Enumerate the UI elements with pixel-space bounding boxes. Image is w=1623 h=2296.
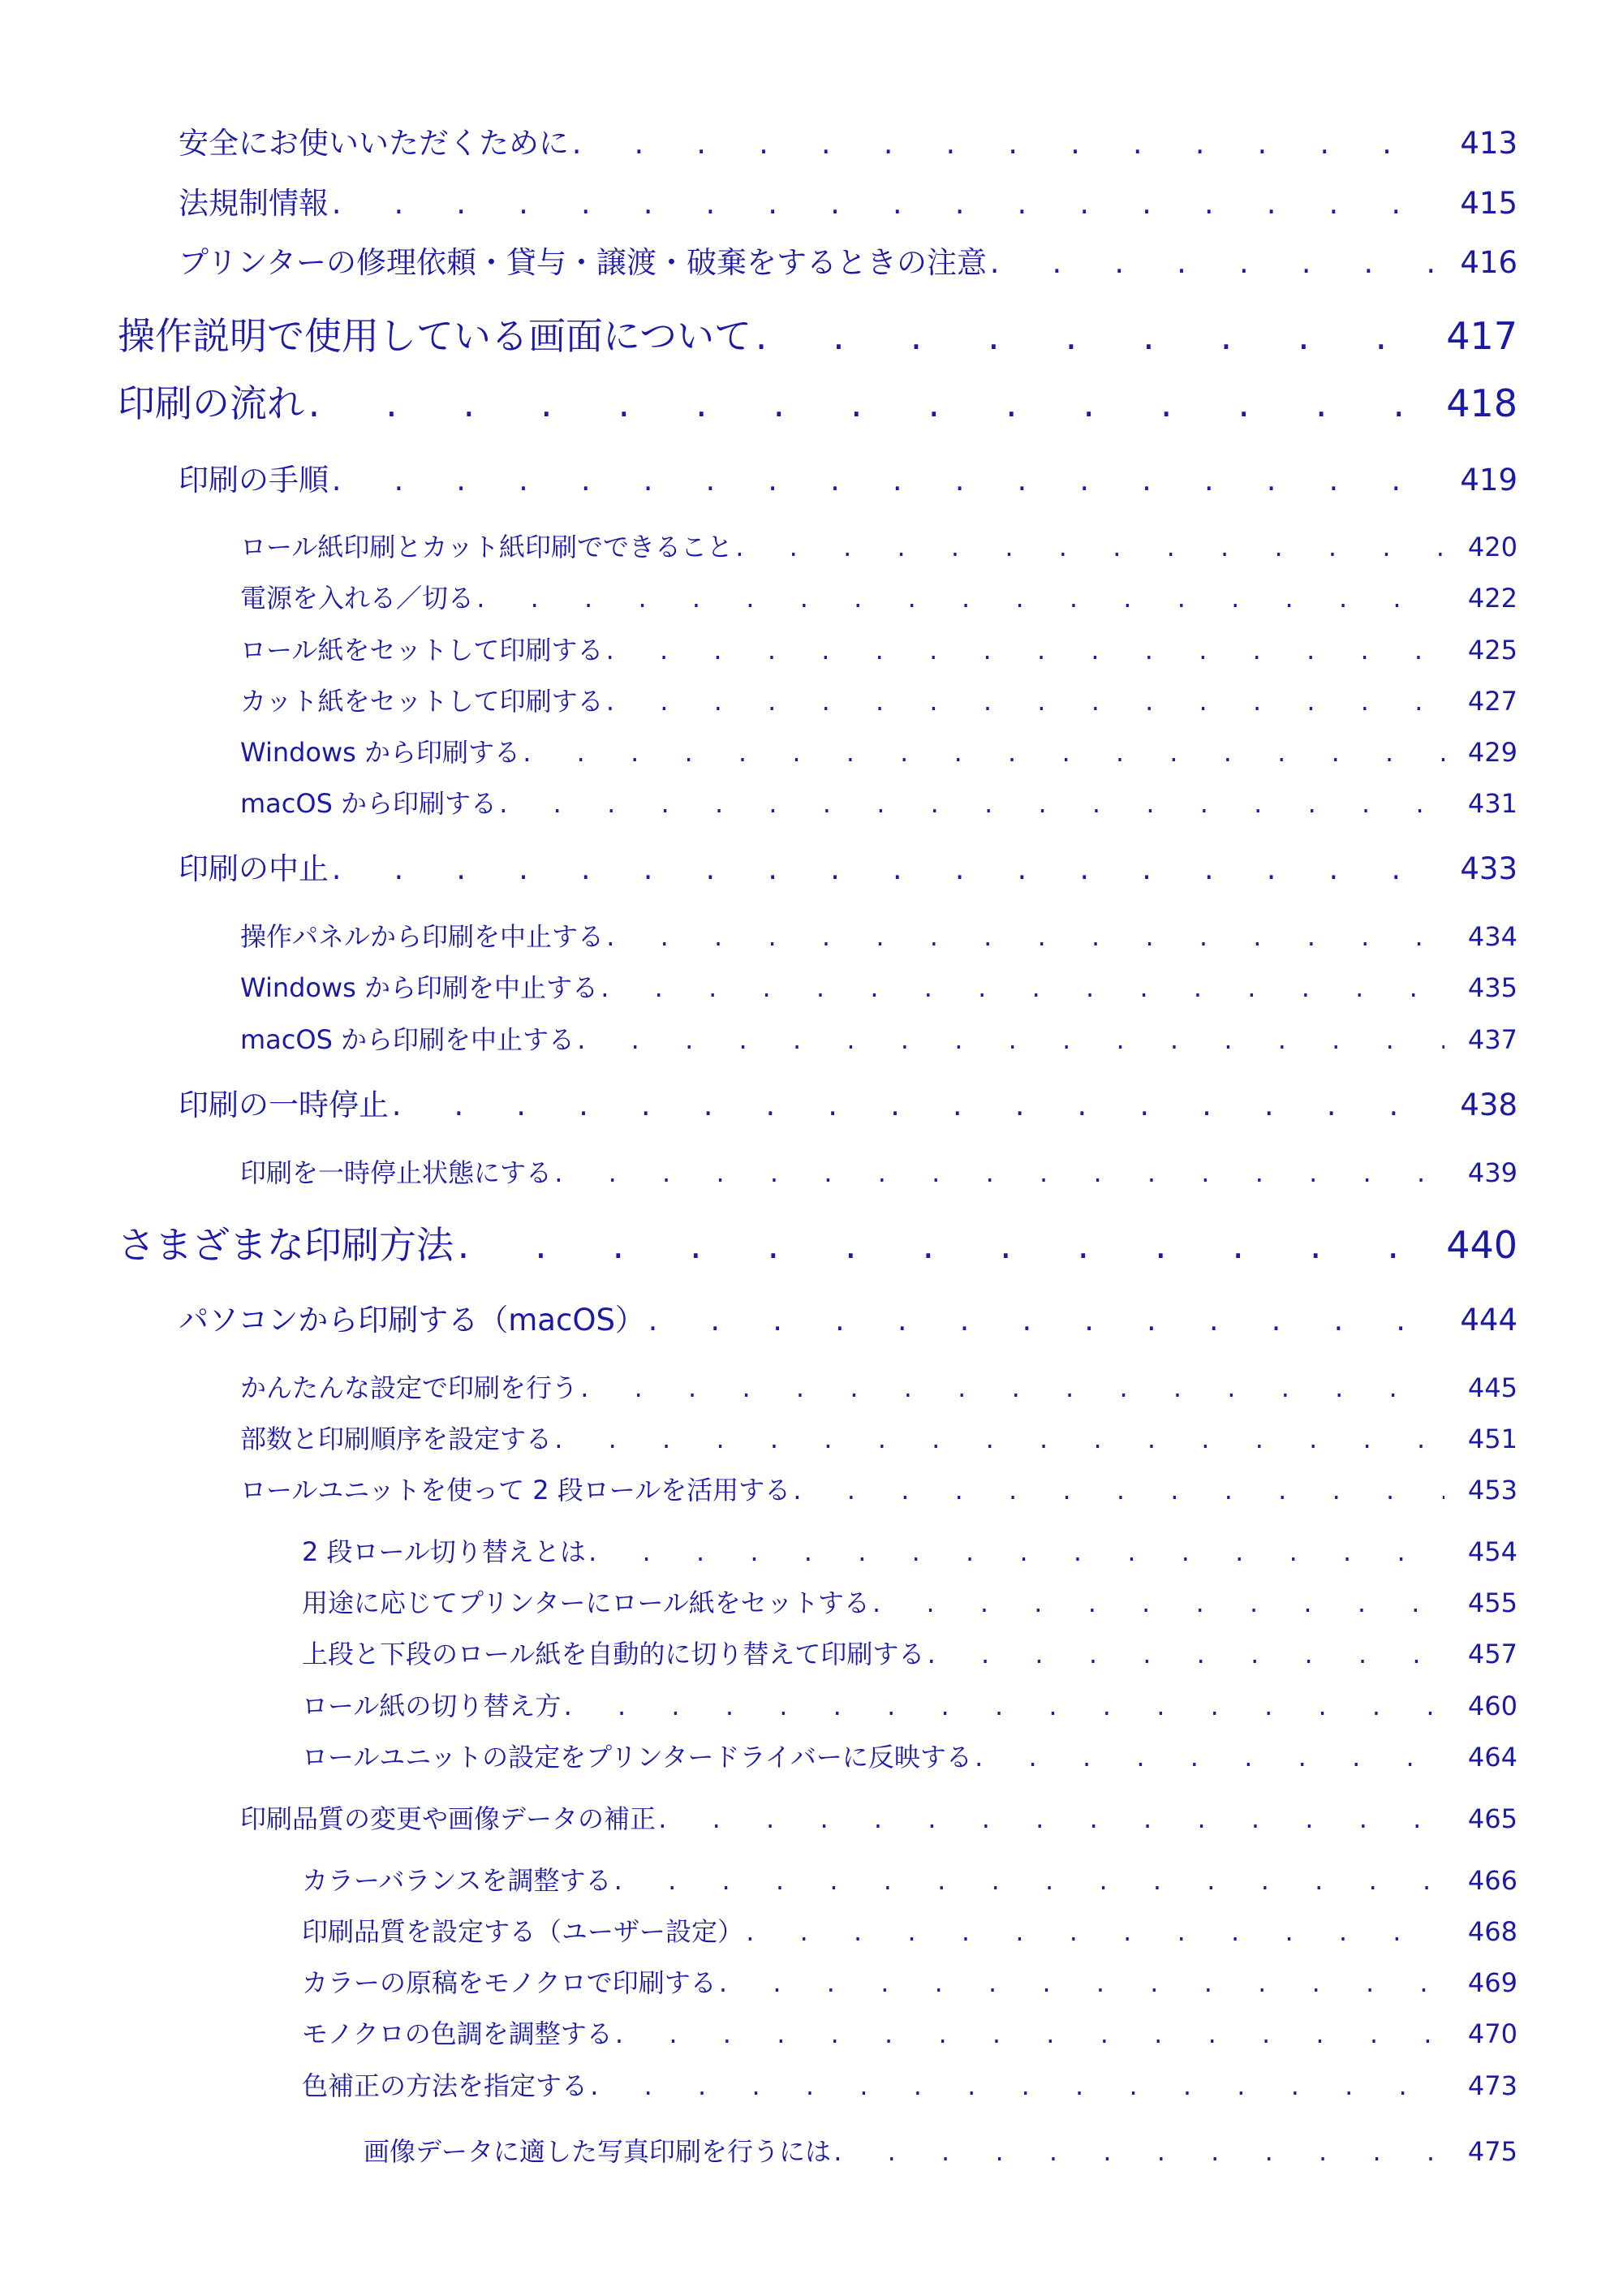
dot-leader: [577, 1022, 1444, 1058]
toc-entry[interactable]: [179, 243, 1518, 283]
toc-entry[interactable]: [240, 529, 1518, 565]
toc-entry[interactable]: [302, 1688, 1518, 1724]
toc-entry-page-number[interactable]: 437: [1467, 1024, 1518, 1055]
toc-entry-title[interactable]: Windows から印刷を中止する: [240, 972, 599, 1003]
toc-entry-title[interactable]: 色補正の方法を指定する: [302, 2070, 588, 2101]
toc-entry-title[interactable]: macOS から印刷を中止する: [240, 1024, 575, 1055]
toc-entry-title[interactable]: 印刷の一時停止: [179, 1088, 389, 1122]
toc-entry[interactable]: [240, 786, 1518, 821]
toc-entry-title[interactable]: カラーバランスを調整する: [302, 1865, 612, 1896]
toc-entry-title[interactable]: 用途に応じてプリンターにロール紙をセットする: [302, 1587, 870, 1618]
toc-entry[interactable]: [302, 1965, 1518, 2001]
dot-leader: [746, 1914, 1444, 1949]
toc-entry-title[interactable]: ロール紙の切り替え方: [302, 1691, 562, 1721]
dot-leader: [580, 1370, 1444, 1406]
toc-entry-page-number[interactable]: 422: [1467, 583, 1518, 614]
toc-entry-title[interactable]: さまざまな印刷方法: [118, 1223, 454, 1267]
dot-leader: [735, 529, 1444, 565]
toc-entry[interactable]: [302, 2068, 1518, 2104]
toc-entry[interactable]: [364, 2134, 1518, 2169]
toc-entry[interactable]: [302, 2016, 1518, 2052]
toc-entry[interactable]: [240, 919, 1518, 954]
toc-entry[interactable]: [240, 1155, 1518, 1191]
toc-entry-title[interactable]: 部数と印刷順序を設定する: [240, 1424, 553, 1454]
toc-entry-title[interactable]: モノクロの色調を調整する: [302, 2018, 613, 2049]
toc-entry[interactable]: [302, 1739, 1518, 1775]
toc-entry-title[interactable]: 印刷品質を設定する（ユーザー設定）: [302, 1916, 744, 1947]
dot-leader: [975, 1739, 1444, 1775]
toc-entry[interactable]: [240, 1421, 1518, 1457]
dot-leader: [648, 1300, 1433, 1341]
toc-entry[interactable]: [240, 632, 1518, 668]
dot-leader: [588, 1534, 1444, 1570]
toc-entry-title[interactable]: 印刷の流れ: [118, 381, 304, 425]
dot-leader: [554, 1155, 1444, 1191]
dot-leader: [833, 2134, 1444, 2169]
toc-entry-title[interactable]: パソコンから印刷する（macOS）: [179, 1303, 645, 1338]
toc-entry-page-number[interactable]: 425: [1467, 635, 1518, 666]
toc-entry-title[interactable]: 電源を入れる／切る: [240, 583, 475, 614]
toc-entry-page-number[interactable]: 465: [1467, 1803, 1518, 1834]
dot-leader: [658, 1801, 1444, 1837]
toc-entry-page-number[interactable]: 445: [1467, 1372, 1518, 1403]
toc-entry-page-number[interactable]: 454: [1467, 1536, 1518, 1567]
toc-entry-page-number[interactable]: 434: [1467, 921, 1518, 952]
dot-leader: [332, 849, 1433, 890]
toc-entry-title[interactable]: ロールユニットの設定をプリンタードライバーに反映する: [302, 1742, 972, 1773]
dot-leader: [499, 786, 1444, 821]
toc-entry[interactable]: [118, 312, 1518, 360]
toc-entry-page-number[interactable]: 433: [1460, 851, 1518, 886]
toc-entry-title[interactable]: 操作パネルから印刷を中止する: [240, 921, 605, 952]
toc-entry[interactable]: [118, 379, 1518, 428]
dot-leader: [606, 919, 1444, 954]
dot-leader: [615, 2016, 1444, 2052]
dot-leader: [756, 312, 1413, 360]
toc-entry-title[interactable]: 上段と下段のロール紙を自動的に切り替えて印刷する: [302, 1639, 925, 1669]
toc-entry-title[interactable]: プリンターの修理依頼・貸与・譲渡・破棄をするときの注意: [179, 245, 988, 280]
toc-entry-title[interactable]: かんたんな設定で印刷を行う: [240, 1372, 579, 1403]
dot-leader: [554, 1421, 1444, 1457]
toc-entry[interactable]: [118, 1221, 1518, 1269]
toc-entry[interactable]: [179, 183, 1518, 224]
toc-entry[interactable]: [179, 1085, 1518, 1126]
dot-leader: [392, 1085, 1433, 1126]
dot-leader: [606, 632, 1445, 668]
toc-entry-title[interactable]: ロール紙をセットして印刷する: [240, 635, 604, 666]
dot-leader: [564, 1688, 1445, 1724]
toc-entry-page-number[interactable]: 435: [1467, 972, 1518, 1003]
toc-entry-title[interactable]: 印刷を一時停止状態にする: [240, 1157, 553, 1188]
toc-entry-title[interactable]: Windows から印刷する: [240, 737, 521, 768]
dot-leader: [332, 460, 1433, 501]
dot-leader: [572, 123, 1433, 164]
toc-entry[interactable]: [240, 970, 1518, 1006]
toc-entry-page-number[interactable]: 439: [1467, 1157, 1518, 1188]
toc-entry-page-number[interactable]: 427: [1467, 686, 1518, 717]
toc-entry-title[interactable]: ロール紙印刷とカット紙印刷でできること: [240, 532, 734, 562]
toc-entry[interactable]: [302, 1636, 1518, 1672]
toc-entry-title[interactable]: カット紙をセットして印刷する: [240, 686, 604, 717]
dot-leader: [476, 580, 1444, 616]
toc-entry-page-number[interactable]: 438: [1460, 1088, 1518, 1122]
toc-entry-page-number[interactable]: 413: [1460, 126, 1518, 161]
dot-leader: [590, 2068, 1444, 2104]
toc-entry-page-number[interactable]: 473: [1467, 2070, 1518, 2101]
toc-entry-page-number[interactable]: 451: [1467, 1424, 1518, 1454]
dot-leader: [872, 1585, 1444, 1621]
toc-entry-title[interactable]: 画像データに適した写真印刷を行うには: [364, 2136, 832, 2167]
toc-entry[interactable]: [179, 849, 1518, 890]
toc-entry-page-number[interactable]: 415: [1460, 186, 1518, 221]
dot-leader: [308, 379, 1413, 428]
toc-entry-page-number[interactable]: 453: [1467, 1475, 1518, 1506]
toc-entry-page-number[interactable]: 419: [1460, 463, 1518, 498]
dot-leader: [458, 1221, 1413, 1269]
toc-entry-page-number[interactable]: 444: [1460, 1303, 1518, 1338]
toc-entry-title[interactable]: 印刷の手順: [179, 463, 329, 498]
dot-leader: [793, 1472, 1444, 1508]
toc-entry[interactable]: [240, 1022, 1518, 1058]
toc-entry[interactable]: [179, 1300, 1518, 1341]
toc-entry[interactable]: [302, 1914, 1518, 1949]
toc-entry[interactable]: [240, 734, 1518, 770]
dot-leader: [523, 734, 1444, 770]
toc-entry-page-number[interactable]: 429: [1467, 737, 1518, 768]
dot-leader: [332, 183, 1433, 224]
toc-entry-page-number[interactable]: 416: [1460, 245, 1518, 280]
toc-entry-page-number[interactable]: 475: [1467, 2136, 1518, 2167]
toc-entry[interactable]: [240, 1801, 1518, 1837]
toc-entry-page-number[interactable]: 455: [1467, 1587, 1518, 1618]
toc-entry-title[interactable]: 印刷品質の変更や画像データの補正: [240, 1803, 657, 1834]
toc-entry-page-number[interactable]: 460: [1467, 1691, 1518, 1721]
dot-leader: [601, 970, 1444, 1006]
dot-leader: [606, 683, 1444, 719]
toc-entry-page-number[interactable]: 418: [1446, 381, 1518, 425]
toc-entry-page-number[interactable]: 420: [1467, 532, 1518, 562]
toc-entry-page-number[interactable]: 469: [1467, 1967, 1518, 1998]
dot-leader: [719, 1965, 1444, 2001]
toc-entry-title[interactable]: 2 段ロール切り替えとは: [302, 1536, 586, 1567]
dot-leader: [928, 1636, 1445, 1672]
dot-leader: [614, 1863, 1444, 1898]
toc-entry-page-number[interactable]: 417: [1446, 314, 1518, 358]
toc-entry-page-number[interactable]: 466: [1467, 1865, 1518, 1896]
toc-entry[interactable]: [240, 1472, 1518, 1508]
toc-entry-page-number[interactable]: 431: [1467, 788, 1518, 819]
toc-entry-title[interactable]: 操作説明で使用している画面について: [118, 314, 752, 358]
toc-entry-page-number[interactable]: 468: [1467, 1916, 1518, 1947]
toc-entry[interactable]: [240, 683, 1518, 719]
toc-entry[interactable]: [302, 1585, 1518, 1621]
dot-leader: [990, 243, 1433, 283]
toc-entry-page-number[interactable]: 457: [1467, 1639, 1518, 1669]
toc-entry-title[interactable]: 安全にお使いいただくために: [179, 126, 569, 161]
toc-entry-page-number[interactable]: 470: [1467, 2018, 1518, 2049]
toc-entry-title[interactable]: 法規制情報: [179, 186, 329, 221]
toc-entry[interactable]: [179, 460, 1518, 501]
toc-entry[interactable]: [240, 580, 1518, 616]
toc-entry[interactable]: [179, 123, 1518, 164]
toc-entry-title[interactable]: カラーの原稿をモノクロで印刷する: [302, 1967, 717, 1998]
toc-entry-title[interactable]: 印刷の中止: [179, 851, 329, 886]
toc-entry-title[interactable]: ロールユニットを使って 2 段ロールを活用する: [240, 1475, 791, 1506]
toc-entry[interactable]: [302, 1534, 1518, 1570]
toc-entry-page-number[interactable]: 464: [1467, 1742, 1518, 1773]
toc-entry-page-number[interactable]: 440: [1446, 1223, 1518, 1267]
toc-entry-title[interactable]: macOS から印刷する: [240, 788, 497, 819]
toc-entry[interactable]: [302, 1863, 1518, 1898]
toc-entry[interactable]: [240, 1370, 1518, 1406]
